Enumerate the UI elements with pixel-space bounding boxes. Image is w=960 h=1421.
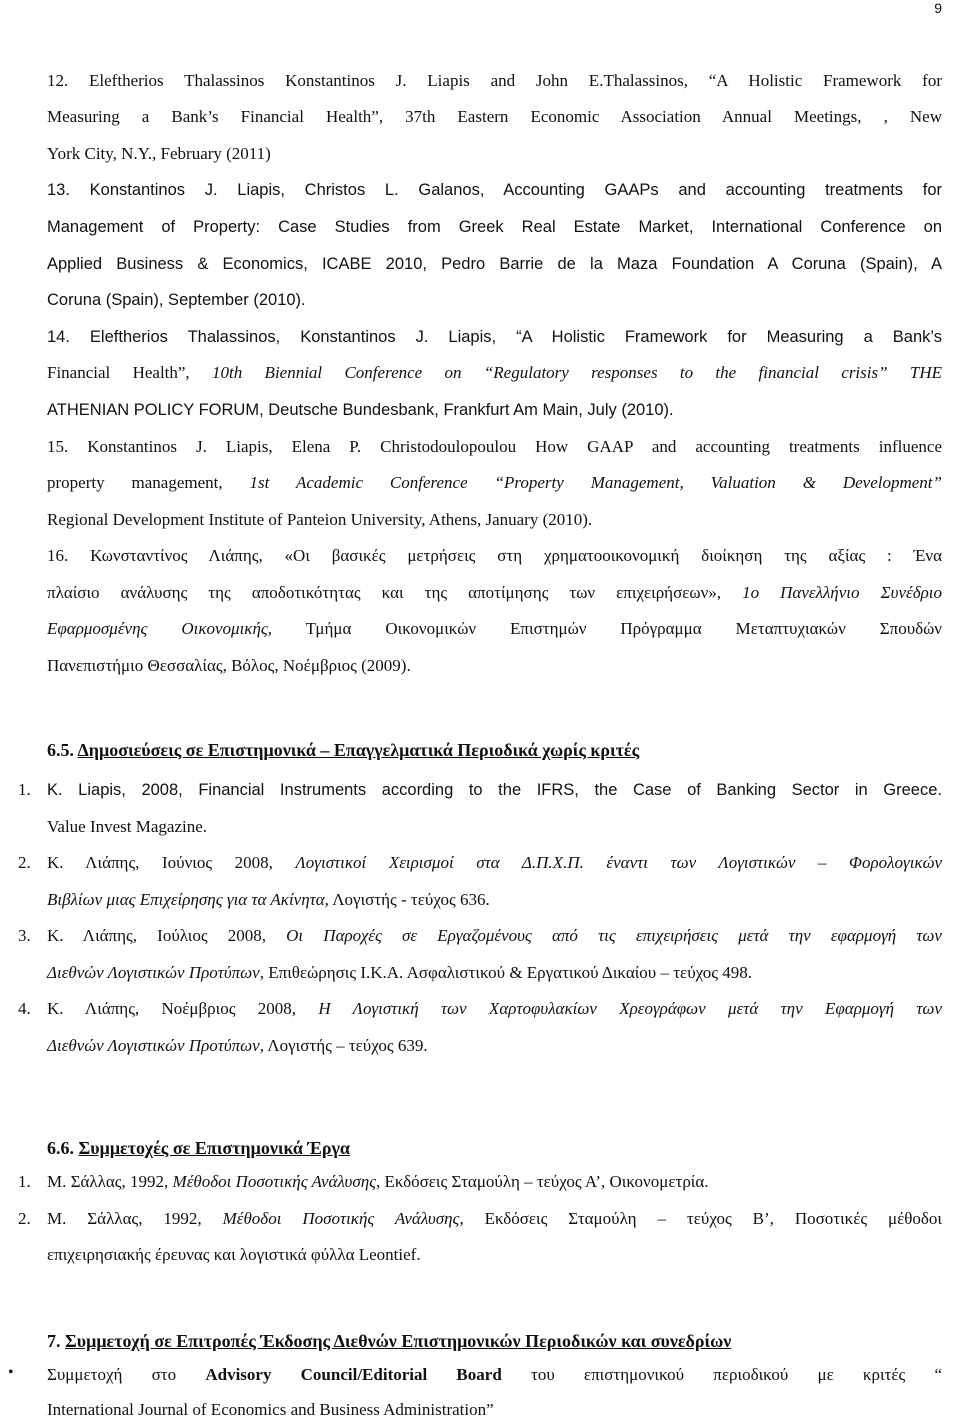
section-6-6-number: 6.6. (47, 1138, 79, 1158)
pub-3-line-1 (47, 925, 942, 947)
section-7-title: Συμμετοχή σε Επιτροπές Έκδοσης Διεθνών Επιστημονικών Περιοδικών και συνεδρίων (65, 1331, 732, 1351)
pub-1-line-1: K. Liapis, 2008, Financial Instruments according to the IFRS, the Case of Banking Sector in Greece. (47, 781, 942, 799)
ref-14-line-2 (47, 362, 942, 384)
project-2-title: Μέθοδοι Ποσοτικής Ανάλυσης (222, 1209, 460, 1228)
ref-16-dept: Τμήμα Οικονομικών Επιστημών Πρόγραμμα Μεταπτυχιακών Σπουδών (272, 619, 942, 638)
ref-16-line-1: 16. Κωνσταντίνος Λιάπης, «Οι βασικές μετρήσεις στη χρηματοοικονομική διοίκηση της αξίας : Ένα (47, 546, 942, 565)
ref-16-line-3 (47, 618, 942, 640)
project-2-line-2: επιχειρησιακής έρευνας και λογιστικά φύλλα Leontief. (47, 1245, 421, 1264)
ref-16-venue: 1ο Πανελλήνιο Συνέδριο (742, 583, 943, 602)
ref-15-line-3: Regional Development Institute of Panteion University, Athens, January (2010). (47, 510, 593, 529)
pub-3-number: 3. (18, 926, 31, 945)
section-7-text-cont: του επιστημονικού περιοδικού με κριτές “ (501, 1365, 942, 1384)
pub-4-author: Κ. Λιάπης, Νοέμβριος 2008, (47, 999, 319, 1018)
section-6-5-heading (47, 739, 942, 761)
project-1-title: Μέθοδοι Ποσοτικής Ανάλυσης (172, 1172, 377, 1191)
section-6-5-number: 6.5. (47, 740, 78, 760)
pub-2-line-2 (47, 889, 942, 911)
bullet-icon: • (8, 1364, 14, 1381)
project-2-number: 2. (18, 1209, 31, 1228)
ref-12-line-3: York City, N.Y., February (2011) (47, 144, 271, 163)
ref-16-line-2 (47, 582, 942, 604)
ref-14-line-3: ATHENIAN POLICY FORUM, Deutsche Bundesbank, Frankfurt Am Main, July (2010). (47, 401, 674, 419)
section-6-5-title: Δημοσιεύσεις σε Επιστημονικά – Επαγγελματικά Περιοδικά χωρίς κριτές (77, 740, 640, 760)
section-7-board: Advisory Council/Editorial Board (205, 1365, 502, 1384)
page-number: 9 (934, 0, 942, 16)
pub-2-number: 2. (18, 853, 31, 872)
ref-13-line-4: Coruna (Spain), September (2010). (47, 291, 306, 309)
pub-4-title-cont: Διεθνών Λογιστικών Προτύπων (47, 1036, 260, 1055)
project-2-author: Μ. Σάλλας, 1992, (47, 1209, 223, 1228)
pub-2-journal: , Λογιστής - τεύχος 636. (324, 890, 490, 909)
ref-14-text: Financial Health”, (47, 363, 213, 382)
ref-15-venue: 1st Academic Conference “Property Management, Valuation & Development” (249, 473, 942, 492)
project-1-author: Μ. Σάλλας, 1992, (47, 1172, 173, 1191)
section-7-bullet-line-2: International Journal of Economics and Business Administration” (47, 1400, 494, 1419)
pub-4-line-1 (47, 998, 942, 1020)
project-1-number: 1. (18, 1172, 31, 1191)
pub-3-author: Κ. Λιάπης, Ιούλιος 2008, (47, 926, 287, 945)
project-2-publisher: , Εκδόσεις Σταμούλη – τεύχος Β’, Ποσοτικές μέθοδοι (459, 1209, 943, 1228)
ref-14-venue: 10th Biennial Conference on “Regulatory responses to the financial crisis” THE (212, 363, 942, 382)
pub-2-title-cont: Βιβλίων μιας Επιχείρησης για τα Ακίνητα (47, 890, 325, 909)
pub-2-author: Κ. Λιάπης, Ιούνιος 2008, (47, 853, 296, 872)
pub-4-number: 4. (18, 999, 31, 1018)
pub-3-journal: , Επιθεώρησις Ι.Κ.Α. Ασφαλιστικού & Εργατικού Δικαίου – τεύχος 498. (259, 963, 753, 982)
ref-15-line-2 (47, 472, 942, 494)
ref-13-line-1: 13. Konstantinos J. Liapis, Christos L. Galanos, Accounting GAAPs and accounting treatments for (47, 181, 942, 199)
section-6-6-title: Συμμετοχές σε Επιστημονικά Έργα (78, 1138, 350, 1158)
pub-1-number: 1. (18, 780, 31, 799)
section-6-6-heading (47, 1137, 942, 1159)
ref-12-line-1: 12. Eleftherios Thalassinos Konstantinos J. Liapis and John E.Thalassinos, “A Holistic Framework for (47, 71, 942, 90)
ref-16-text: πλαίσιο ανάλυσης της αποδοτικότητας και της αποτίμησης των επιχειρήσεων», (47, 583, 743, 602)
ref-13-line-3: Applied Business & Economics, ICABE 2010, Pedro Barrie de la Maza Foundation A Coruna (Spain), A (47, 255, 942, 273)
pub-2-line-1 (47, 852, 942, 874)
pub-4-journal: , Λογιστής – τεύχος 639. (259, 1036, 428, 1055)
section-7-bullet-line-1 (47, 1364, 942, 1386)
pub-3-title: Οι Παροχές σε Εργαζομένους από τις επιχειρήσεις μετά την εφαρμογή των (286, 926, 942, 945)
ref-15-line-1: 15. Konstantinos J. Liapis, Elena P. Christodoulopoulou How GAAP and accounting treatments influence (47, 437, 942, 456)
ref-15-text: property management, (47, 473, 250, 492)
project-2-line-1 (47, 1208, 942, 1230)
ref-13-line-2: Management of Property: Case Studies from Greek Real Estate Market, International Conference on (47, 218, 942, 236)
section-7-number: 7. (47, 1331, 65, 1351)
section-7-text: Συμμετοχή στο (47, 1365, 206, 1384)
ref-14-line-1: 14. Eleftherios Thalassinos, Konstantinos J. Liapis, “A Holistic Framework for Measuring a Bank’s (47, 328, 942, 346)
pub-4-line-2 (47, 1035, 942, 1057)
pub-2-title: Λογιστικοί Χειρισμοί στα Δ.Π.Χ.Π. έναντι των Λογιστικών – Φορολογικών (295, 853, 942, 872)
project-1-publisher: , Εκδόσεις Σταμούλη – τεύχος Α’, Οικονομετρία. (376, 1172, 709, 1191)
pub-3-title-cont: Διεθνών Λογιστικών Προτύπων (47, 963, 260, 982)
section-7-heading (47, 1330, 942, 1352)
ref-16-line-4: Πανεπιστήμιο Θεσσαλίας, Βόλος, Νοέμβριος (2009). (47, 656, 411, 675)
pub-3-line-2 (47, 962, 942, 984)
ref-12-line-2: Measuring a Bank’s Financial Health”, 37th Eastern Economic Association Annual Meetings, , New (47, 107, 942, 126)
pub-4-title: Η Λογιστική των Χαρτοφυλακίων Χρεογράφων μετά την Εφαρμογή των (318, 999, 942, 1018)
ref-16-venue-cont: Εφαρμοσμένης Οικονομικής, (47, 619, 273, 638)
pub-1-line-2: Value Invest Magazine. (47, 817, 208, 836)
project-1-line-1 (47, 1171, 942, 1193)
